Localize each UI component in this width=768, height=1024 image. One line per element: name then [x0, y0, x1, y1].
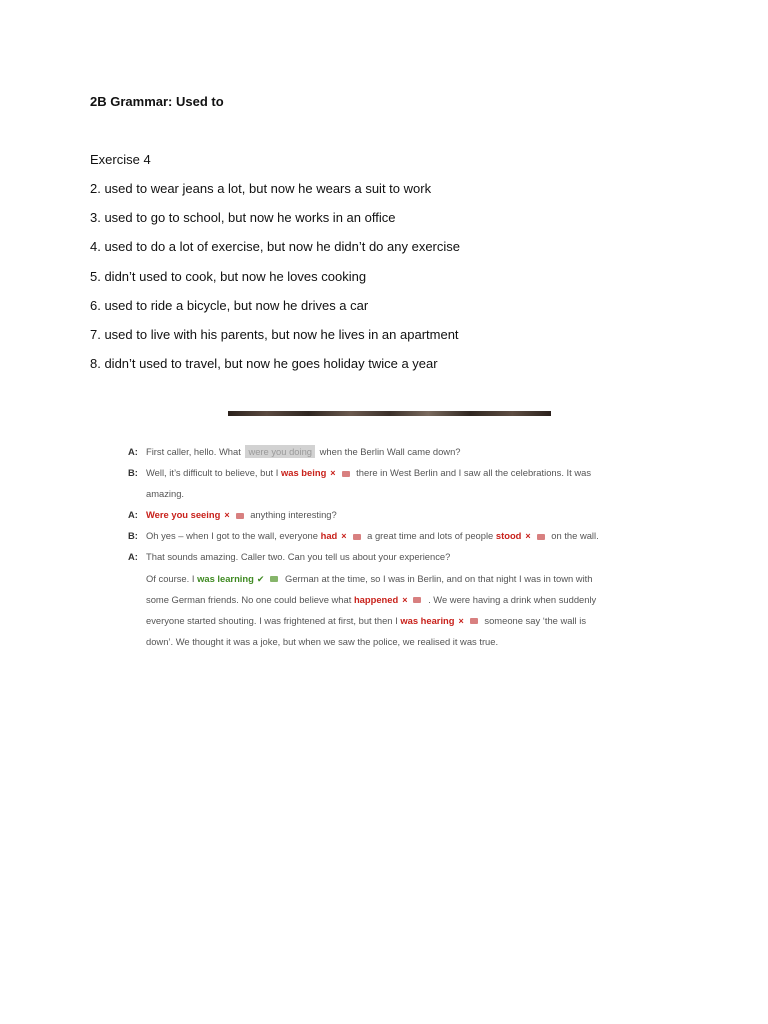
check-mark-icon: ✔	[256, 573, 265, 584]
speaker-label: B:	[128, 467, 138, 479]
wrong-answer: was hearing	[400, 614, 455, 626]
dialogue-text	[146, 610, 586, 632]
dialogue-line	[128, 568, 618, 589]
wrong-answer: Were you seeing	[146, 509, 221, 521]
dialogue-text	[146, 504, 337, 526]
dialogue-line	[128, 610, 618, 631]
speech-bubble-icon[interactable]	[413, 597, 421, 603]
answer-item: 7. used to live with his parents, but now he lives in an apartment	[90, 326, 459, 342]
wrong-answer: happened	[353, 593, 399, 605]
speaker-label: A:	[128, 551, 138, 563]
wrong-mark-icon: ×	[525, 531, 531, 542]
dialogue-text	[146, 462, 591, 484]
dialogue-line	[128, 631, 618, 652]
answer-gap-input[interactable]: were you doing	[245, 445, 315, 458]
dialogue-text	[146, 525, 599, 547]
dialogue-text	[146, 589, 596, 611]
text-segment: anything interesting?	[250, 509, 337, 521]
text-segment: someone say ‘the wall is	[484, 614, 587, 626]
speech-bubble-icon[interactable]	[470, 618, 478, 624]
text-segment: Well, it’s difficult to believe, but I	[146, 467, 279, 479]
dialogue-line	[128, 504, 618, 525]
dialogue-text: down’. We thought it was a joke, but when we saw the police, we realised it was true.	[146, 635, 499, 647]
text-segment: First caller, hello. What	[146, 446, 241, 457]
text-segment: there in West Berlin and I saw all the celebrations. It was	[356, 467, 592, 479]
answer-item: 6. used to ride a bicycle, but now he drives a car	[90, 297, 369, 313]
dialogue-line	[128, 483, 618, 504]
dialogue-exercise	[128, 441, 618, 652]
dialogue-line	[128, 546, 618, 567]
wrong-mark-icon: ×	[402, 594, 408, 605]
speech-bubble-icon[interactable]	[236, 513, 244, 519]
exercise-title: Exercise 4	[90, 152, 151, 167]
photo-strip-image	[228, 411, 551, 416]
text-segment: Oh yes – when I got to the wall, everyone	[146, 530, 318, 542]
wrong-mark-icon: ×	[458, 615, 464, 626]
answer-item: 3. used to go to school, but now he works in an office	[90, 210, 396, 226]
dialogue-line	[128, 589, 618, 610]
text-segment: some German friends. No one could believe what	[146, 593, 352, 605]
speaker-label: B:	[128, 530, 138, 542]
speaker-label: A:	[128, 446, 138, 457]
text-segment: . We were having a drink when suddenly	[428, 593, 597, 605]
dialogue-text	[146, 441, 461, 462]
text-segment: on the wall.	[551, 530, 599, 542]
wrong-answer: was being	[280, 467, 327, 479]
correct-answer: was learning	[197, 572, 254, 584]
wrong-answer: had	[320, 530, 338, 542]
answer-item: 8. didn’t used to travel, but now he goes holiday twice a year	[90, 356, 438, 372]
text-segment: a great time and lots of people	[367, 530, 494, 542]
text-segment: when the Berlin Wall came down?	[319, 446, 461, 457]
dialogue-line	[128, 462, 618, 483]
text-segment: everyone started shouting. I was frightened at first, but then I	[146, 614, 398, 626]
wrong-mark-icon: ×	[224, 510, 230, 521]
answer-list	[90, 181, 460, 385]
wrong-mark-icon: ×	[341, 531, 347, 542]
dialogue-text: amazing.	[146, 488, 185, 500]
speech-bubble-icon[interactable]	[270, 576, 278, 582]
dialogue-line	[128, 441, 618, 462]
dialogue-text: That sounds amazing. Caller two. Can you tell us about your experience?	[146, 551, 451, 563]
speech-bubble-icon[interactable]	[342, 471, 350, 477]
wrong-answer: stood	[495, 530, 522, 542]
answer-item: 4. used to do a lot of exercise, but now he didn’t do any exercise	[90, 239, 461, 255]
text-segment: German at the time, so I was in Berlin, and on that night I was in town with	[285, 572, 593, 584]
answer-item: 2. used to wear jeans a lot, but now he wears a suit to work	[90, 181, 432, 196]
speech-bubble-icon[interactable]	[537, 534, 545, 540]
dialogue-line	[128, 525, 618, 546]
answer-item: 5. didn’t used to cook, but now he loves cooking	[90, 268, 367, 284]
wrong-mark-icon: ×	[330, 468, 336, 479]
speaker-label: A:	[128, 509, 138, 521]
speech-bubble-icon[interactable]	[353, 534, 361, 540]
document-heading: 2B Grammar: Used to	[90, 94, 224, 109]
dialogue-text	[146, 568, 592, 590]
text-segment: Of course. I	[146, 572, 195, 584]
